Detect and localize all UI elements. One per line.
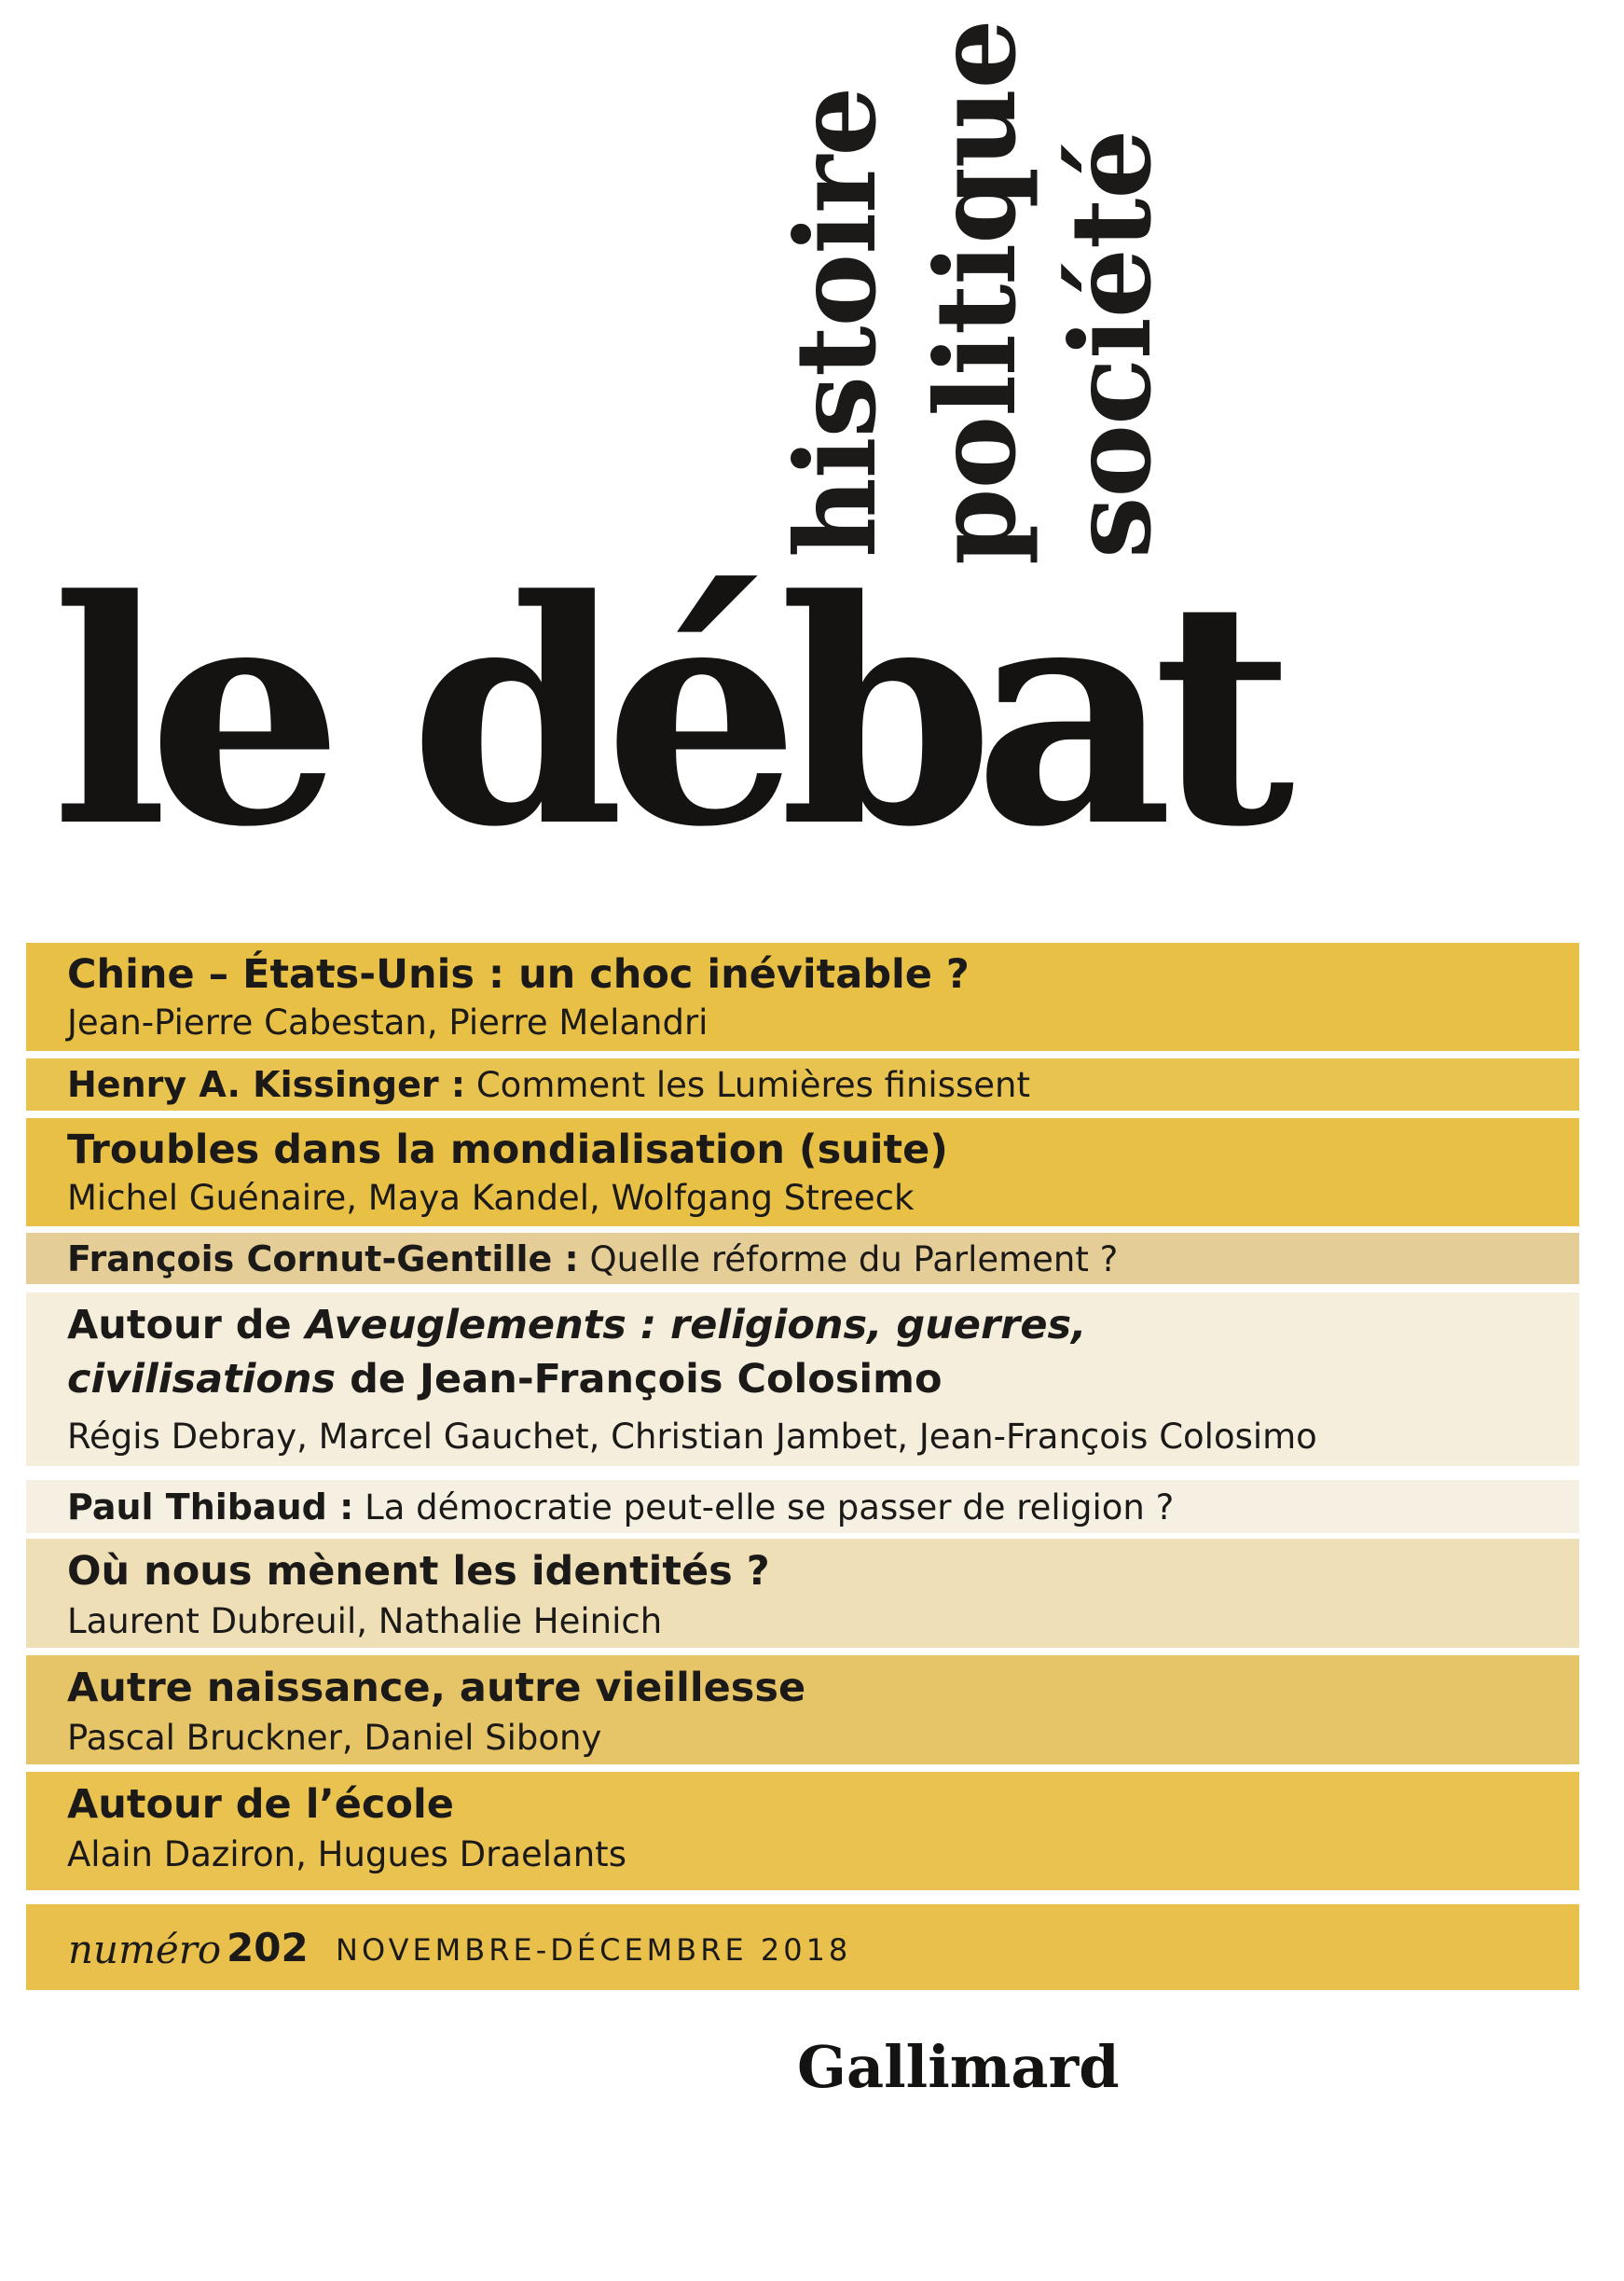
section-title-line-2 <box>67 1356 943 1403</box>
section-kissinger[interactable] <box>26 1058 1579 1111</box>
section-title: Autre naissance, autre vieillesse <box>67 1665 806 1711</box>
section-title-line-1 <box>67 1302 1087 1348</box>
section-title: Où nous mènent les identités ? <box>67 1548 770 1595</box>
section-author-name: Henry A. Kissinger : <box>67 1064 466 1105</box>
section-author-name: François Cornut-Gentille : <box>67 1238 579 1279</box>
section-line <box>67 1486 1175 1528</box>
masthead-title: le débat <box>51 532 1274 894</box>
section-cornut-gentille[interactable] <box>26 1233 1579 1284</box>
section-text: Quelle réforme du Parlement ? <box>589 1239 1119 1279</box>
section-title-prefix: Autour de <box>67 1302 306 1348</box>
section-title-suffix: de Jean-François Colosimo <box>336 1356 943 1403</box>
subtitle-histoire: histoire <box>771 87 901 558</box>
section-line <box>67 1238 1119 1279</box>
section-title: Autour de l’école <box>67 1781 454 1828</box>
section-chine-etats-unis[interactable] <box>26 943 1579 1051</box>
section-thibaud[interactable] <box>26 1480 1579 1533</box>
section-title: Troubles dans la mondialisation (suite) <box>67 1127 948 1173</box>
publisher-name: Gallimard <box>797 2033 1120 2101</box>
subtitle-politique: politique <box>911 20 1040 565</box>
issue-date: NOVEMBRE-DÉCEMBRE 2018 <box>336 1932 852 1968</box>
section-author-name: Paul Thibaud : <box>67 1486 354 1528</box>
issue-label: numéro <box>68 1927 222 1972</box>
issue-number: 202 <box>227 1925 309 1970</box>
section-authors: Laurent Dubreuil, Nathalie Heinich <box>67 1601 663 1641</box>
section-text: Comment les Lumières finissent <box>475 1065 1030 1105</box>
section-aveuglements[interactable] <box>26 1293 1579 1466</box>
section-ecole[interactable] <box>26 1772 1579 1890</box>
section-authors: Jean-Pierre Cabestan, Pierre Melandri <box>67 1002 709 1043</box>
section-title: Chine – États-Unis : un choc inévitable ? <box>67 951 970 998</box>
section-identites[interactable] <box>26 1539 1579 1648</box>
section-line <box>67 1064 1030 1105</box>
issue-bar <box>26 1904 1579 1990</box>
section-book-title: Aveuglements : religions, guerres, <box>305 1302 1087 1348</box>
section-text: La démocratie peut-elle se passer de religion ? <box>365 1487 1175 1528</box>
section-authors: Pascal Bruckner, Daniel Sibony <box>67 1718 602 1758</box>
section-autre-naissance[interactable] <box>26 1655 1579 1764</box>
subtitle-societe: société <box>1046 130 1176 559</box>
section-book-title-end: civilisations <box>67 1356 337 1403</box>
section-troubles-mondialisation[interactable] <box>26 1118 1579 1226</box>
section-authors: Régis Debray, Marcel Gauchet, Christian Jambet, Jean-François Colosimo <box>67 1417 1317 1457</box>
section-authors: Michel Guénaire, Maya Kandel, Wolfgang Streeck <box>67 1178 915 1218</box>
section-authors: Alain Daziron, Hugues Draelants <box>67 1834 626 1874</box>
